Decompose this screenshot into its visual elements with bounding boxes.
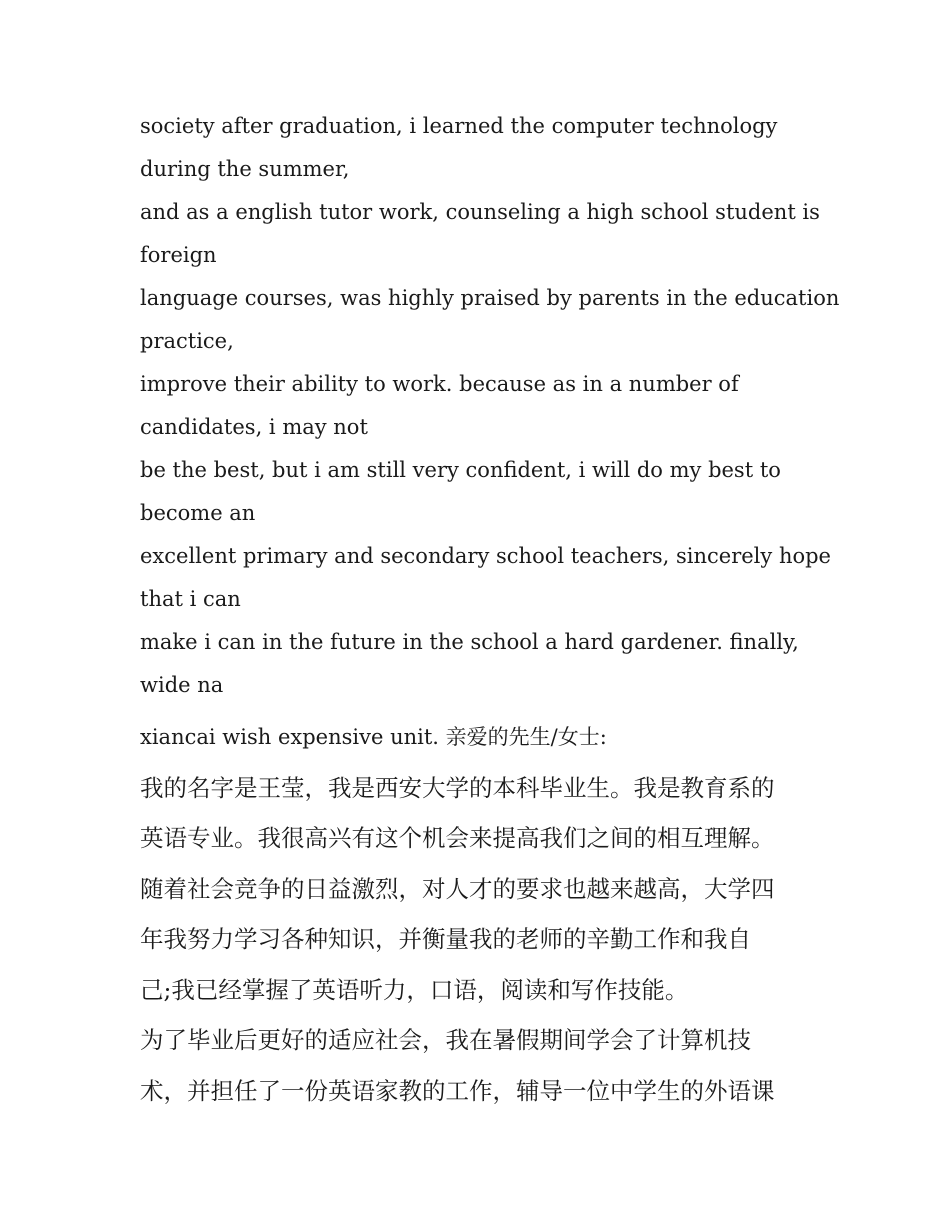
text-line: candidates, i may not [140, 415, 368, 439]
text-line: improve their ability to work. because as in a number of [140, 372, 739, 396]
text-line: wide na [140, 673, 224, 697]
document-body [140, 105, 840, 1116]
text-line: foreign [140, 243, 217, 267]
text-line: practice, [140, 329, 234, 353]
english-paragraph [140, 105, 840, 707]
text-line: 英语专业。我很高兴有这个机会来提高我们之间的相互理解。 [140, 824, 775, 852]
text-line: and as a english tutor work, counseling a high school student is [140, 200, 820, 224]
text-line: 随着社会竞争的日益激烈，对人才的要求也越来越高，大学四 [140, 874, 775, 903]
text-line: society after graduation, i learned the computer technology [140, 114, 778, 138]
text-line: 己;我已经掌握了英语听力，口语，阅读和写作技能。 [140, 975, 689, 1004]
salutation-line: xiancai wish expensive unit. 亲爱的先生/女士: [140, 725, 607, 749]
text-line: become an [140, 501, 256, 525]
text-line: 为了毕业后更好的适应社会，我在暑假期间学会了计算机技 [140, 1026, 751, 1054]
text-line: 年我努力学习各种知识，并衡量我的老师的辛勤工作和我自 [140, 925, 751, 953]
text-line: 我的名字是王莹，我是西安大学的本科毕业生。我是教育系的 [140, 773, 775, 802]
text-line: make i can in the future in the school a hard gardener. finally, [140, 630, 799, 654]
text-line: language courses, was highly praised by parents in the education [140, 286, 840, 310]
text-line: excellent primary and secondary school teachers, sincerely hope [140, 544, 831, 568]
chinese-paragraph [140, 712, 830, 1116]
text-line: be the best, but i am still very confident, i will do my best to [140, 458, 781, 482]
text-line: 术，并担任了一份英语家教的工作，辅导一位中学生的外语课 [140, 1076, 775, 1105]
text-line: during the summer, [140, 157, 350, 181]
text-line: that i can [140, 587, 241, 611]
